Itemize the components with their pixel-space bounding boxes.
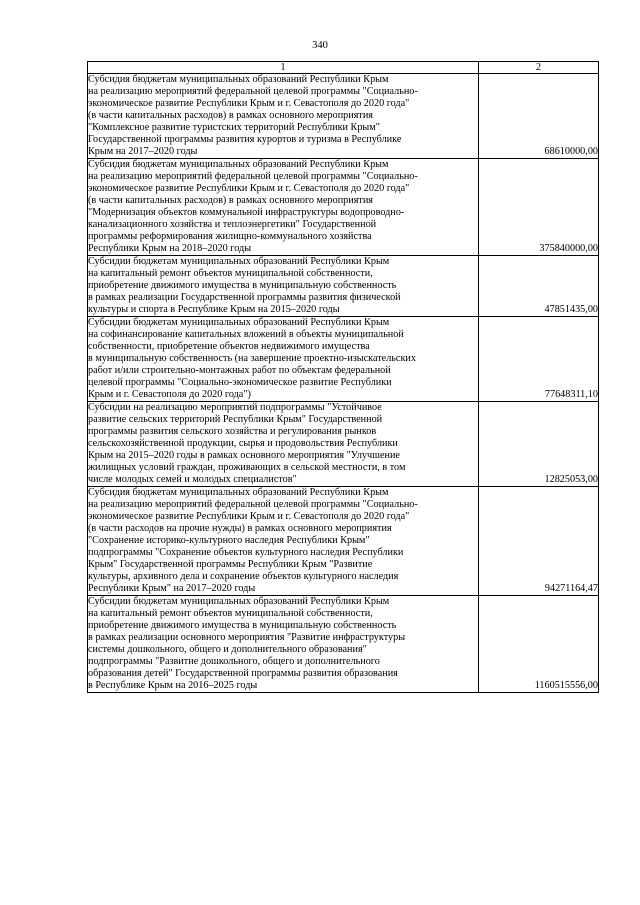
table-row <box>88 317 599 402</box>
table-header-row <box>88 62 599 74</box>
page-number: 340 <box>312 40 328 51</box>
row-description: Субсидии бюджетам муниципальных образований Республики Крым на софинансирование капитальных вложений в объекты муниципальной собственности, приобретение объектов недвижимого имущества в муниципальную собственность (на завершение проектно-изыскательских работ и/или строительно-монтажных работ по объектам федеральной целевой программы "Социально-экономическое развитие Республики Крым и г. Севастополя до 2020 года") <box>88 317 479 402</box>
table-row <box>88 487 599 596</box>
column-header-1: 1 <box>88 62 479 74</box>
budget-table <box>87 61 599 693</box>
row-amount: 77648311,10 <box>479 317 599 402</box>
row-description: Субсидия бюджетам муниципальных образований Республики Крым на реализацию мероприятий федеральной целевой программы "Социально- экономическое развитие Республики Крым и г. Севастополя до 2020 года" (в части капитальных расходов) в рамках основного мероприятия "Модернизация объектов коммунальной инфраструктуры водопроводно- канализационного хозяйства и теплоэнергетики" Государственной программы реформирования жилищно-коммунального хозяйства Республики Крым на 2018–2020 годы <box>88 159 479 256</box>
row-amount: 12825053,00 <box>479 402 599 487</box>
row-amount: 1160515556,00 <box>479 596 599 693</box>
row-description: Субсидии на реализацию мероприятий подпрограммы "Устойчивое развитие сельских территорий Республики Крым" Государственной программы развития сельского хозяйства и регулирования рынков сельскохозяйственной продукции, сырья и продовольствия Республики Крым на 2015–2020 годы в рамках основного мероприятия "Улучшение жилищных условий граждан, проживающих в сельской местности, в том числе молодых семей и молодых специалистов" <box>88 402 479 487</box>
row-amount: 68610000,00 <box>479 74 599 159</box>
table-row <box>88 74 599 159</box>
column-header-2: 2 <box>479 62 599 74</box>
row-amount: 375840000,00 <box>479 159 599 256</box>
row-description: Субсидия бюджетам муниципальных образований Республики Крым на реализацию мероприятий федеральной целевой программы "Социально- экономическое развитие Республики Крым и г. Севастополя до 2020 года" (в части капитальных расходов) в рамках основного мероприятия "Комплексное развитие туристских территорий Республики Крым" Государственной программы развития курортов и туризма в Республике Крым на 2017–2020 годы <box>88 74 479 159</box>
table-row <box>88 596 599 693</box>
row-amount: 47851435,00 <box>479 256 599 317</box>
table-row <box>88 256 599 317</box>
row-description: Субсидии бюджетам муниципальных образований Республики Крым на капитальный ремонт объектов муниципальной собственности, приобретение движимого имущества в муниципальную собственность в рамках реализации Государственной программы развития физической культуры и спорта в Республике Крым на 2015–2020 годы <box>88 256 479 317</box>
row-amount: 94271164,47 <box>479 487 599 596</box>
table-row <box>88 159 599 256</box>
row-description: Субсидии бюджетам муниципальных образований Республики Крым на капитальный ремонт объектов муниципальной собственности, приобретение движимого имущества в муниципальную собственность в рамках реализации основного мероприятия "Развитие инфраструктуры системы дошкольного, общего и дополнительного образования" подпрограммы "Развитие дошкольного, общего и дополнительного образования детей" Государственной программы развития образования в Республике Крым на 2016–2025 годы <box>88 596 479 693</box>
table-row <box>88 402 599 487</box>
row-description: Субсидия бюджетам муниципальных образований Республики Крым на реализацию мероприятий федеральной целевой программы "Социально- экономическое развитие Республики Крым и г. Севастополя до 2020 года" (в части расходов на прочие нужды) в рамках основного мероприятия "Сохранение историко-культурного наследия Республики Крым" подпрограммы "Сохранение объектов культурного наследия Республики Крым" Государственной программы Республики Крым "Развитие культуры, архивного дела и сохранение объектов культурного наследия Республики Крым" на 2017–2020 годы <box>88 487 479 596</box>
